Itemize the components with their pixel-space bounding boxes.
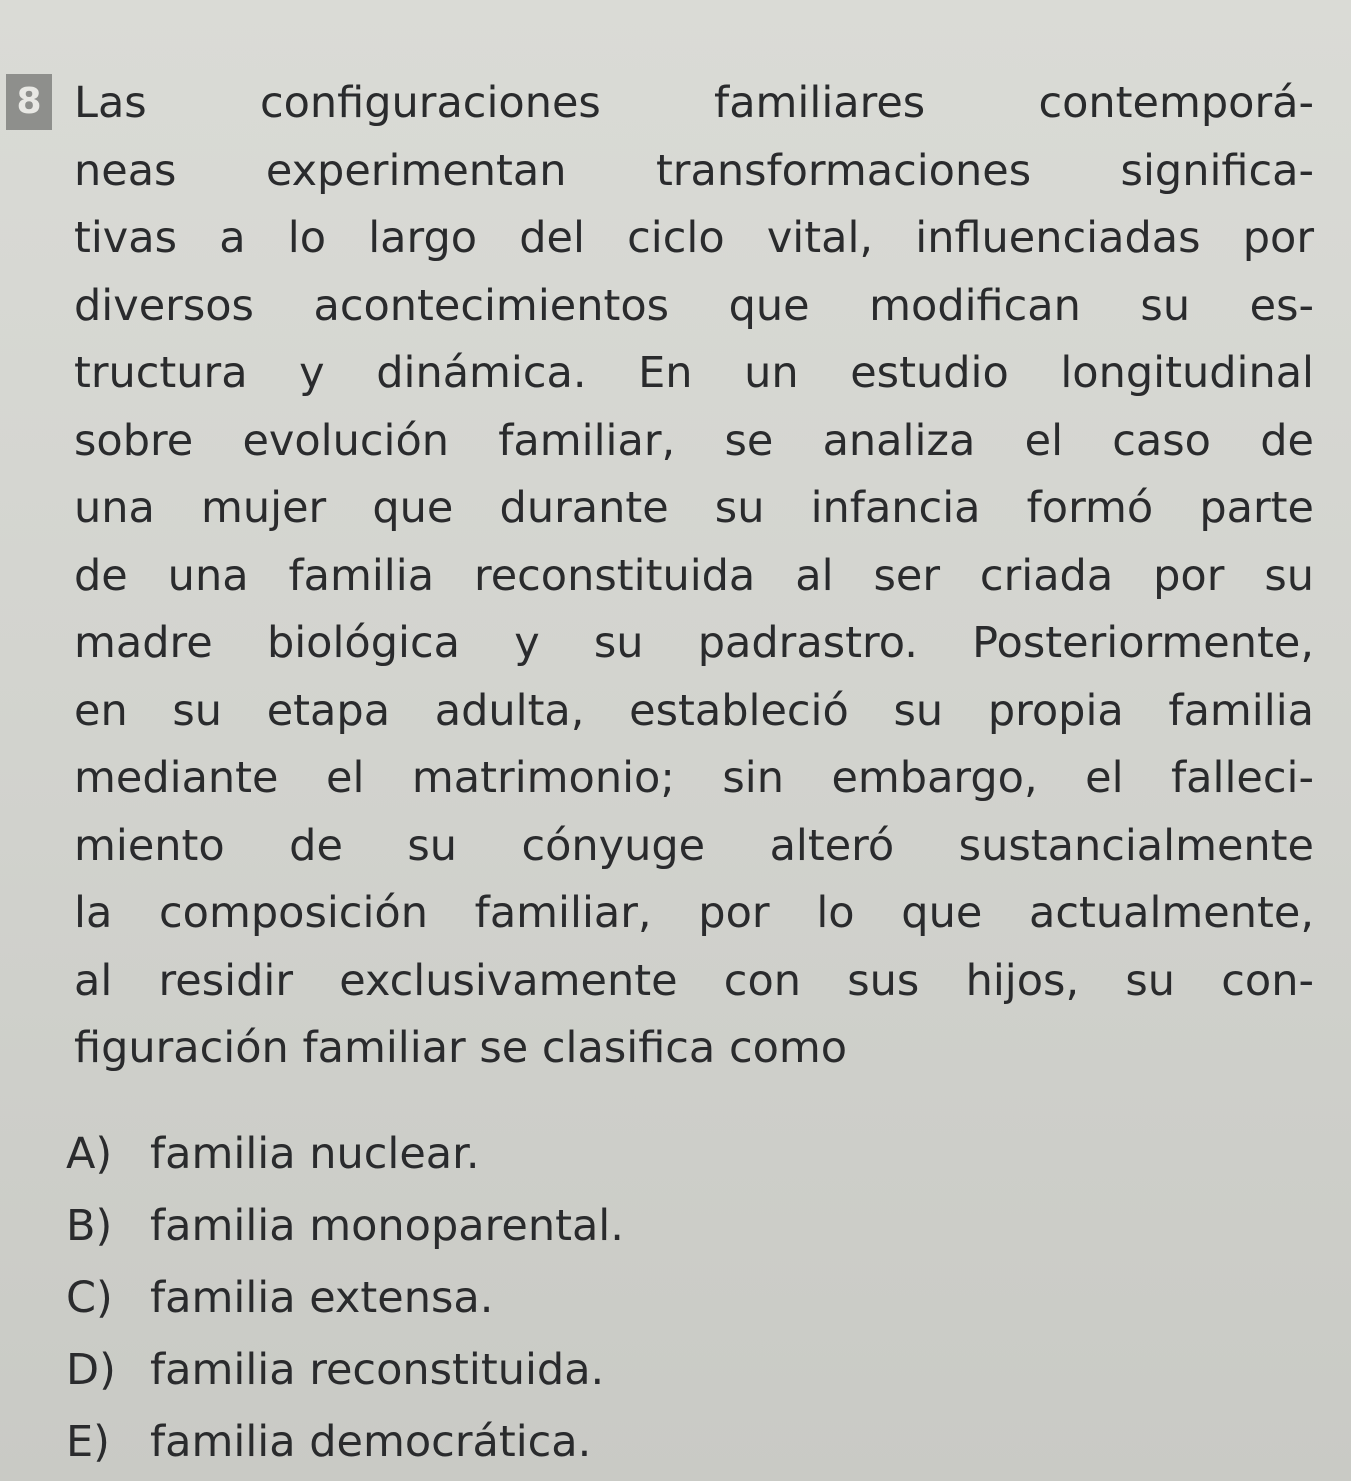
- question-number-badge: 8: [6, 74, 52, 130]
- stem-line: en su etapa adulta, estableció su propia familia: [74, 685, 1314, 736]
- option-a[interactable]: [66, 1118, 966, 1190]
- option-letter: A): [66, 1129, 113, 1179]
- option-d[interactable]: [66, 1334, 966, 1406]
- question-stem: [74, 70, 1314, 1083]
- stem-line: tivas a lo largo del ciclo vital, influenciadas por: [74, 213, 1314, 263]
- stem-line: miento de su cónyuge alteró sustancialmente: [74, 820, 1314, 871]
- option-text: familia monoparental.: [150, 1201, 624, 1251]
- option-letter: B): [66, 1201, 113, 1251]
- option-e[interactable]: [66, 1406, 966, 1478]
- option-text: familia extensa.: [150, 1273, 494, 1323]
- stem-line: figuración familiar se clasifica como: [74, 1023, 848, 1073]
- stem-line: tructura y dinámica. En un estudio longitudinal: [74, 348, 1314, 398]
- option-text: familia nuclear.: [150, 1129, 480, 1179]
- stem-line: la composición familiar, por lo que actualmente,: [74, 888, 1314, 938]
- option-text: familia democrática.: [150, 1417, 592, 1467]
- stem-line: mediante el matrimonio; sin embargo, el falleci-: [74, 753, 1314, 803]
- stem-line: neas experimentan transformaciones significa-: [74, 145, 1314, 196]
- option-b[interactable]: [66, 1190, 966, 1262]
- option-letter: C): [66, 1273, 113, 1323]
- answer-options: [66, 1118, 966, 1478]
- stem-line: Las configuraciones familiares contemporá-: [74, 78, 1314, 128]
- stem-line: al residir exclusivamente con sus hijos, su con-: [74, 955, 1314, 1006]
- option-text: familia reconstituida.: [150, 1345, 605, 1395]
- stem-line: madre biológica y su padrastro. Posteriormente,: [74, 618, 1314, 668]
- stem-line: sobre evolución familiar, se analiza el caso de: [74, 415, 1314, 466]
- option-c[interactable]: [66, 1262, 966, 1334]
- stem-line: de una familia reconstituida al ser criada por su: [74, 550, 1314, 601]
- stem-line: diversos acontecimientos que modifican su es-: [74, 280, 1314, 331]
- stem-line: una mujer que durante su infancia formó parte: [74, 483, 1314, 533]
- option-letter: E): [66, 1417, 110, 1467]
- option-letter: D): [66, 1345, 116, 1395]
